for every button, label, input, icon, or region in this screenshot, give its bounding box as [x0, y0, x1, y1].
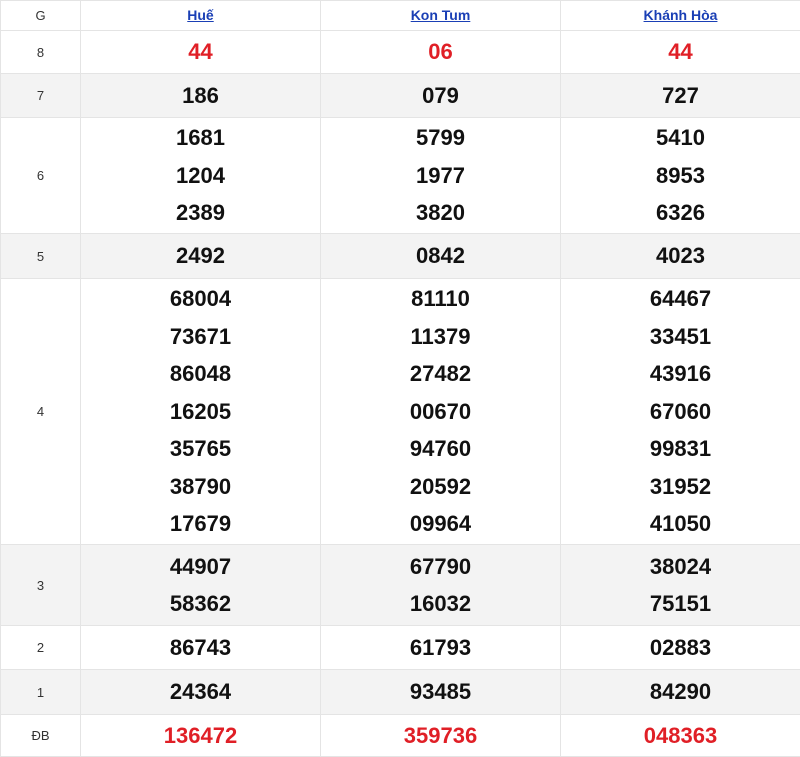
- prize-label: 4: [1, 279, 81, 545]
- result-number: 27482: [321, 355, 560, 393]
- result-cell-khanh-hoa: [561, 31, 800, 74]
- prize-row: [1, 670, 800, 715]
- result-number: 75151: [561, 585, 800, 623]
- result-number: 02883: [561, 629, 800, 667]
- province-header-hue: [81, 1, 321, 31]
- result-cell-kon-tum: [321, 118, 561, 234]
- result-number: 44: [561, 33, 800, 71]
- result-number: 84290: [561, 673, 800, 711]
- result-number: 86048: [81, 355, 320, 393]
- prize-label: 5: [1, 234, 81, 279]
- result-number: 67060: [561, 393, 800, 431]
- result-cell-kon-tum: [321, 31, 561, 74]
- province-header-khanh-hoa: [561, 1, 800, 31]
- result-cell-kon-tum: [321, 234, 561, 279]
- result-cell-hue: [81, 279, 321, 545]
- result-number: 81110: [321, 280, 560, 318]
- result-number: 20592: [321, 468, 560, 506]
- result-number: 1681: [81, 119, 320, 157]
- result-number: 06: [321, 33, 560, 71]
- result-number: 99831: [561, 430, 800, 468]
- result-number: 58362: [81, 585, 320, 623]
- result-number: 2492: [81, 237, 320, 275]
- result-cell-hue: [81, 715, 321, 757]
- result-number: 35765: [81, 430, 320, 468]
- result-number: 38024: [561, 548, 800, 586]
- result-cell-kon-tum: [321, 715, 561, 757]
- result-number: 5799: [321, 119, 560, 157]
- result-cell-khanh-hoa: [561, 279, 800, 545]
- result-number: 5410: [561, 119, 800, 157]
- prize-row: [1, 31, 800, 74]
- result-number: 359736: [321, 717, 560, 755]
- result-cell-hue: [81, 234, 321, 279]
- result-number: 00670: [321, 393, 560, 431]
- result-number: 33451: [561, 318, 800, 356]
- result-number: 136472: [81, 717, 320, 755]
- result-number: 16205: [81, 393, 320, 431]
- result-number: 2389: [81, 194, 320, 232]
- result-number: 24364: [81, 673, 320, 711]
- prize-row: [1, 626, 800, 670]
- result-cell-hue: [81, 74, 321, 118]
- result-number: 186: [81, 77, 320, 115]
- result-cell-khanh-hoa: [561, 670, 800, 715]
- result-number: 16032: [321, 585, 560, 623]
- prize-row: [1, 234, 800, 279]
- result-number: 61793: [321, 629, 560, 667]
- result-number: 86743: [81, 629, 320, 667]
- result-number: 1204: [81, 157, 320, 195]
- result-number: 727: [561, 77, 800, 115]
- province-link-khanh-hoa[interactable]: Khánh Hòa: [644, 7, 718, 23]
- result-cell-khanh-hoa: [561, 74, 800, 118]
- province-header-kon-tum: [321, 1, 561, 31]
- result-number: 31952: [561, 468, 800, 506]
- result-number: 64467: [561, 280, 800, 318]
- result-cell-hue: [81, 31, 321, 74]
- result-cell-khanh-hoa: [561, 715, 800, 757]
- result-number: 6326: [561, 194, 800, 232]
- result-number: 3820: [321, 194, 560, 232]
- result-number: 94760: [321, 430, 560, 468]
- result-number: 048363: [561, 717, 800, 755]
- result-cell-hue: [81, 545, 321, 626]
- prize-label: 2: [1, 626, 81, 670]
- prize-label: 1: [1, 670, 81, 715]
- result-number: 17679: [81, 505, 320, 543]
- province-link-kon-tum[interactable]: Kon Tum: [411, 7, 471, 23]
- result-number: 09964: [321, 505, 560, 543]
- header-row: [1, 1, 800, 31]
- result-number: 38790: [81, 468, 320, 506]
- prize-label: 6: [1, 118, 81, 234]
- prize-label: 8: [1, 31, 81, 74]
- result-number: 73671: [81, 318, 320, 356]
- result-cell-khanh-hoa: [561, 545, 800, 626]
- result-cell-khanh-hoa: [561, 234, 800, 279]
- prize-row: [1, 74, 800, 118]
- result-number: 44907: [81, 548, 320, 586]
- result-cell-hue: [81, 626, 321, 670]
- result-number: 44: [81, 33, 320, 71]
- prize-label: 7: [1, 74, 81, 118]
- result-cell-kon-tum: [321, 670, 561, 715]
- result-cell-hue: [81, 118, 321, 234]
- result-number: 4023: [561, 237, 800, 275]
- result-number: 41050: [561, 505, 800, 543]
- result-cell-hue: [81, 670, 321, 715]
- result-number: 68004: [81, 280, 320, 318]
- result-cell-kon-tum: [321, 545, 561, 626]
- result-cell-kon-tum: [321, 626, 561, 670]
- result-number: 93485: [321, 673, 560, 711]
- result-cell-kon-tum: [321, 74, 561, 118]
- prize-column-header: G: [1, 1, 81, 31]
- result-number: 67790: [321, 548, 560, 586]
- prize-row: [1, 118, 800, 234]
- result-number: 8953: [561, 157, 800, 195]
- result-cell-khanh-hoa: [561, 118, 800, 234]
- result-number: 0842: [321, 237, 560, 275]
- result-cell-khanh-hoa: [561, 626, 800, 670]
- result-number: 43916: [561, 355, 800, 393]
- result-cell-kon-tum: [321, 279, 561, 545]
- prize-label: ĐB: [1, 715, 81, 757]
- result-number: 079: [321, 77, 560, 115]
- result-number: 11379: [321, 318, 560, 356]
- prize-label: 3: [1, 545, 81, 626]
- prize-row: [1, 279, 800, 545]
- prize-row: [1, 715, 800, 757]
- result-number: 1977: [321, 157, 560, 195]
- province-link-hue[interactable]: Huế: [187, 7, 213, 23]
- prize-row: [1, 545, 800, 626]
